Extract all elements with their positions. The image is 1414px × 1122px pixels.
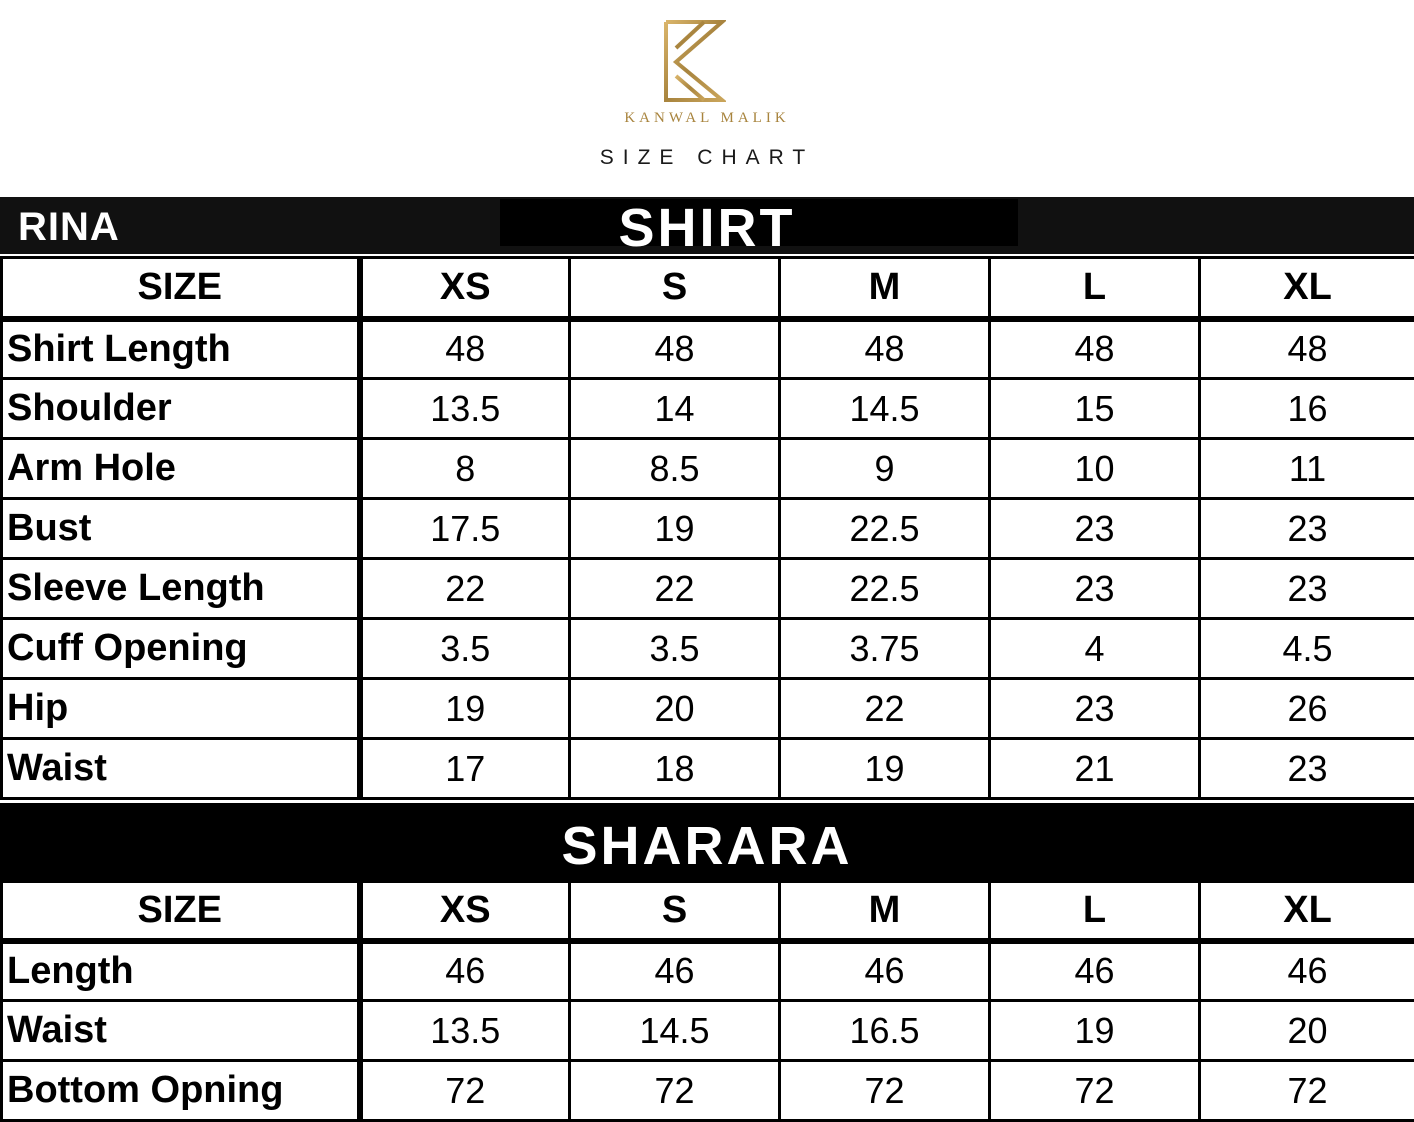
table-row	[2, 941, 1414, 1001]
measurement-value: 18	[570, 739, 780, 799]
measurement-value: 48	[360, 319, 570, 379]
measurement-value: 48	[990, 319, 1200, 379]
table-row	[2, 1001, 1414, 1061]
measurement-value: 19	[780, 739, 990, 799]
measurement-value: 16.5	[780, 1001, 990, 1061]
measurement-value: 26	[1200, 679, 1414, 739]
measurement-value: 3.5	[360, 619, 570, 679]
document-title: SIZE CHART	[0, 146, 1414, 170]
measurement-value: 48	[570, 319, 780, 379]
measurement-value: 19	[360, 679, 570, 739]
shirt-header-cell: SIZE	[2, 258, 360, 319]
brand-header	[0, 0, 1414, 197]
measurement-label: Shirt Length	[2, 319, 360, 379]
measurement-value: 46	[360, 941, 570, 1001]
measurement-value: 8	[360, 439, 570, 499]
shirt-header-cell: S	[570, 258, 780, 319]
measurement-value: 23	[990, 559, 1200, 619]
measurement-value: 22.5	[780, 499, 990, 559]
measurement-value: 19	[990, 1001, 1200, 1061]
shirt-header-row	[2, 258, 1414, 319]
measurement-value: 21	[990, 739, 1200, 799]
sharara-header-cell: M	[780, 882, 990, 941]
table-row	[2, 379, 1414, 439]
measurement-value: 14.5	[780, 379, 990, 439]
measurement-value: 72	[780, 1061, 990, 1121]
product-name: RINA	[18, 205, 120, 250]
measurement-value: 9	[780, 439, 990, 499]
measurement-value: 20	[570, 679, 780, 739]
measurement-label: Waist	[2, 1001, 360, 1061]
measurement-label: Shoulder	[2, 379, 360, 439]
measurement-value: 22	[570, 559, 780, 619]
sharara-header-row	[2, 882, 1414, 941]
measurement-value: 17.5	[360, 499, 570, 559]
sharara-header-cell: XS	[360, 882, 570, 941]
measurement-value: 72	[990, 1061, 1200, 1121]
measurement-value: 13.5	[360, 379, 570, 439]
measurement-value: 14.5	[570, 1001, 780, 1061]
measurement-label: Arm Hole	[2, 439, 360, 499]
measurement-value: 46	[1200, 941, 1414, 1001]
measurement-value: 19	[570, 499, 780, 559]
measurement-value: 11	[1200, 439, 1414, 499]
measurement-value: 72	[570, 1061, 780, 1121]
table-row	[2, 739, 1414, 799]
measurement-value: 46	[780, 941, 990, 1001]
shirt-header-cell: L	[990, 258, 1200, 319]
measurement-value: 20	[1200, 1001, 1414, 1061]
measurement-value: 4.5	[1200, 619, 1414, 679]
measurement-label: Cuff Opening	[2, 619, 360, 679]
table-row	[2, 619, 1414, 679]
measurement-value: 3.5	[570, 619, 780, 679]
brand-name: KANWAL MALIK	[0, 110, 1414, 127]
measurement-value: 13.5	[360, 1001, 570, 1061]
measurement-value: 72	[360, 1061, 570, 1121]
table-row	[2, 439, 1414, 499]
measurement-value: 23	[1200, 499, 1414, 559]
table-row	[2, 319, 1414, 379]
table-row	[2, 1061, 1414, 1121]
measurement-value: 17	[360, 739, 570, 799]
shirt-section-band	[0, 197, 1414, 254]
table-row	[2, 499, 1414, 559]
measurement-value: 22.5	[780, 559, 990, 619]
table-row	[2, 679, 1414, 739]
measurement-label: Length	[2, 941, 360, 1001]
sharara-section-band	[0, 803, 1414, 881]
measurement-value: 4	[990, 619, 1200, 679]
table-row	[2, 559, 1414, 619]
measurement-value: 48	[1200, 319, 1414, 379]
shirt-header-cell: XL	[1200, 258, 1414, 319]
measurement-value: 46	[990, 941, 1200, 1001]
measurement-value: 14	[570, 379, 780, 439]
measurement-value: 23	[1200, 739, 1414, 799]
measurement-label: Waist	[2, 739, 360, 799]
measurement-value: 3.75	[780, 619, 990, 679]
measurement-value: 22	[360, 559, 570, 619]
sharara-size-table	[0, 880, 1414, 1122]
measurement-label: Bust	[2, 499, 360, 559]
shirt-section-title: SHIRT	[0, 197, 1414, 259]
shirt-size-table	[0, 256, 1414, 800]
sharara-header-cell: L	[990, 882, 1200, 941]
measurement-label: Sleeve Length	[2, 559, 360, 619]
measurement-value: 23	[990, 499, 1200, 559]
measurement-value: 72	[1200, 1061, 1414, 1121]
measurement-value: 23	[990, 679, 1200, 739]
kanwal-malik-k-monogram-icon	[662, 18, 726, 104]
measurement-value: 46	[570, 941, 780, 1001]
measurement-label: Bottom Opning	[2, 1061, 360, 1121]
sharara-header-cell: S	[570, 882, 780, 941]
shirt-header-cell: XS	[360, 258, 570, 319]
measurement-value: 23	[1200, 559, 1414, 619]
measurement-value: 10	[990, 439, 1200, 499]
measurement-value: 15	[990, 379, 1200, 439]
sharara-section-title: SHARARA	[0, 815, 1414, 877]
measurement-value: 16	[1200, 379, 1414, 439]
shirt-header-cell: M	[780, 258, 990, 319]
measurement-value: 8.5	[570, 439, 780, 499]
measurement-label: Hip	[2, 679, 360, 739]
sharara-header-cell: XL	[1200, 882, 1414, 941]
measurement-value: 48	[780, 319, 990, 379]
sharara-header-cell: SIZE	[2, 882, 360, 941]
measurement-value: 22	[780, 679, 990, 739]
